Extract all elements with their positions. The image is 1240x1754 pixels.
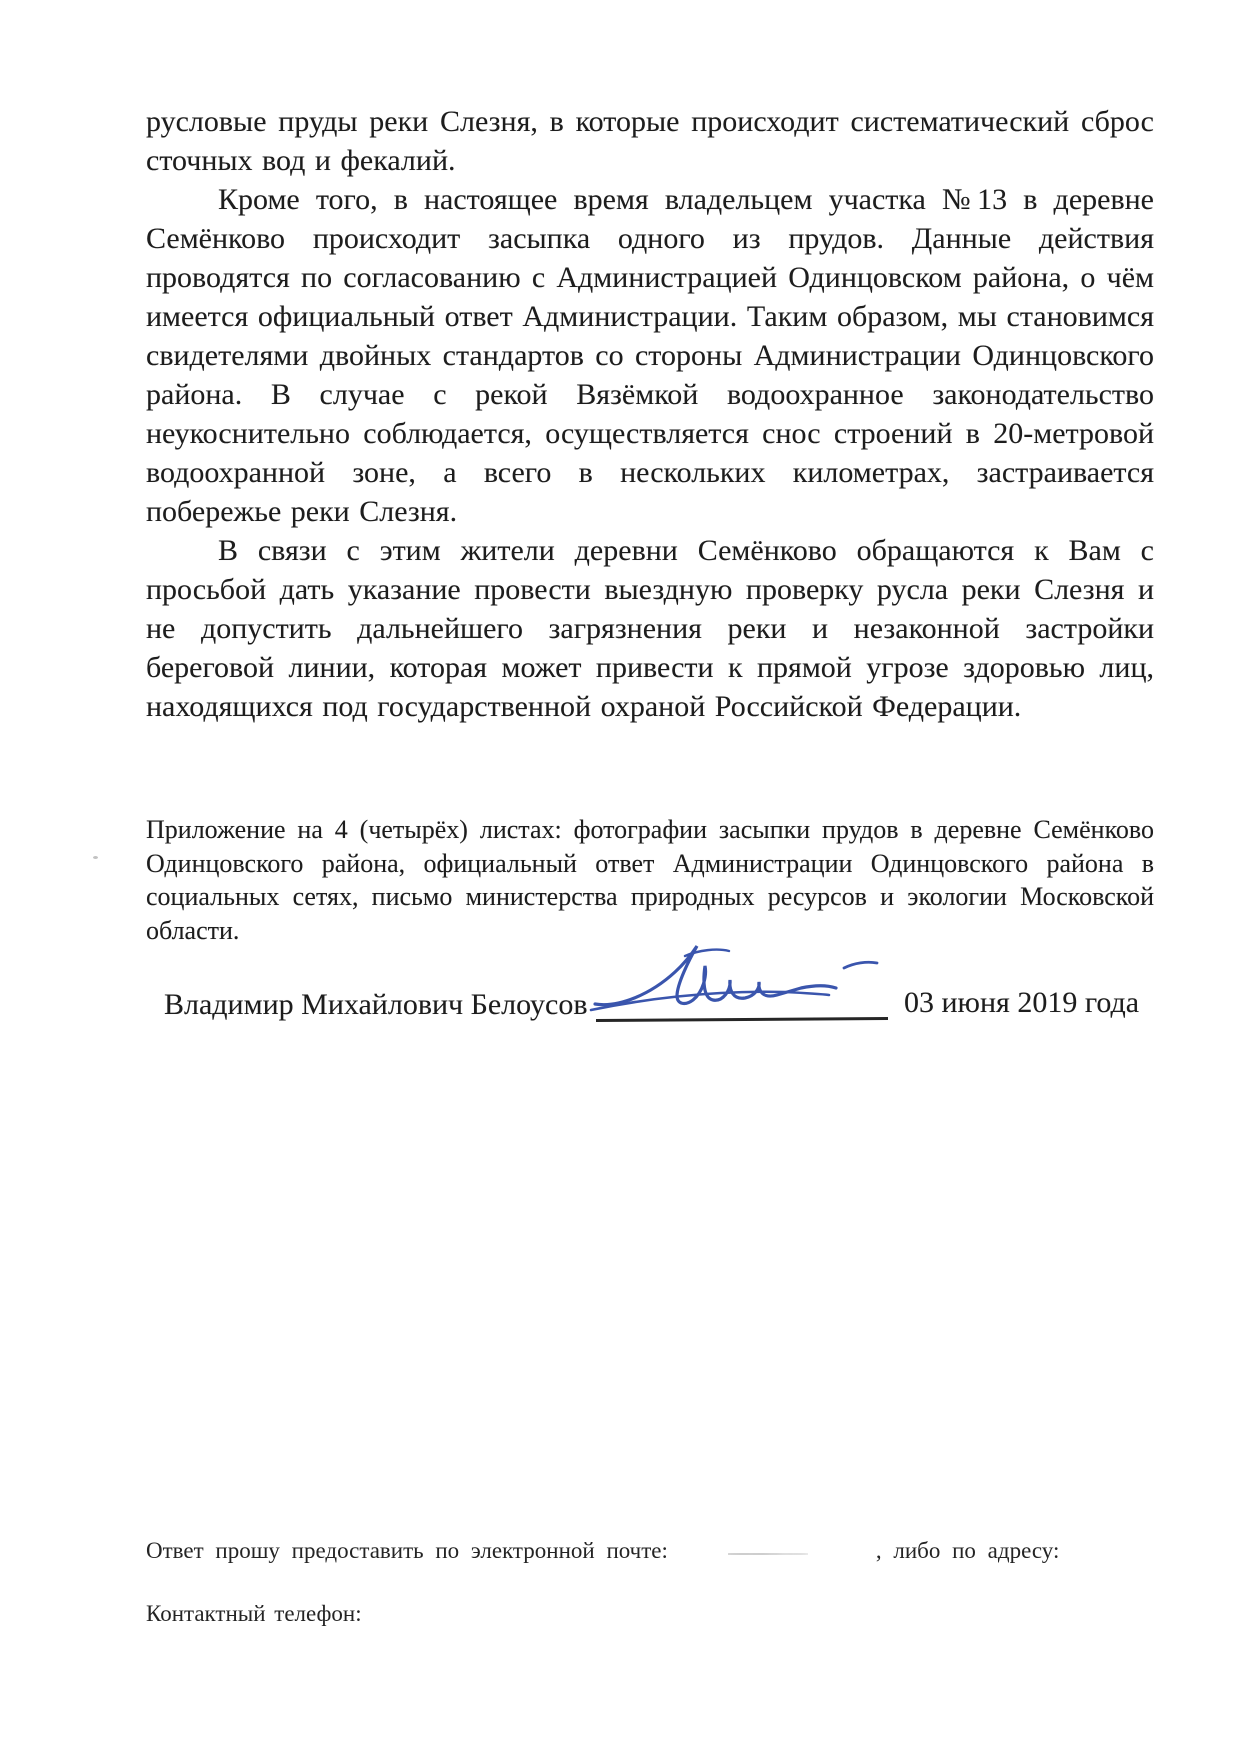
- footer-contact-block: [146, 1528, 1156, 1629]
- email-request-line: [146, 1528, 1156, 1566]
- email-request-label: Ответ прошу предоставить по электронной почте:: [146, 1538, 668, 1563]
- signature-row: [146, 940, 1156, 1050]
- letter-body: [146, 102, 1154, 726]
- postal-address-label: , либо по адресу:: [875, 1538, 1060, 1563]
- scan-smudge: [728, 1552, 808, 1556]
- paragraph-request: В связи с этим жители деревни Семёнково обращаются к Вам с просьбой дать указание провести выездную проверку русла реки Слезня и не допустить дальнейшего загрязнения реки и незаконной застройки береговой линии, которая может привести к прямой угрозе здоровью лиц, находящихся под государственной охраной Российской Федерации.: [146, 534, 1154, 723]
- handwritten-signature: [589, 942, 894, 1022]
- paragraph-double-standards: Кроме того, в настоящее время владельцем участка №13 в деревне Семёнково происходит засыпка одного из прудов. Данные действия проводятся по согласованию с Администрацией Одинцовском района, о чём имеется официальный ответ Администрации. Таким образом, мы становимся свидетелями двойных стандартов со стороны Администрации Одинцовского района. В случае с рекой Вязёмкой водоохранное законодательство неукоснительно соблюдается, осуществляется снос строений в 20-метровой водоохранной зоне, а всего в нескольких километрах, застраивается побережье реки Слезня.: [146, 183, 1154, 528]
- phone-label: Контактный телефон:: [146, 1601, 362, 1626]
- signature-date: 03 июня 2019 года: [904, 986, 1140, 1019]
- redacted-email-area: [668, 1528, 876, 1558]
- attachment-note: Приложение на 4 (четырёх) листах: фотографии засыпки прудов в деревне Семёнково Одинцовского района, официальный ответ Администрации Одинцовского района в социальных сетях, письмо министерства природных ресурсов и экологии Московской области.: [146, 815, 1154, 945]
- paragraph-continuation: русловые пруды реки Слезня, в которые происходит систематический сброс сточных вод и фекалий.: [146, 105, 1154, 177]
- scan-artifact-dot: [93, 856, 98, 859]
- signatory-name: Владимир Михайлович Белоусов: [164, 988, 588, 1021]
